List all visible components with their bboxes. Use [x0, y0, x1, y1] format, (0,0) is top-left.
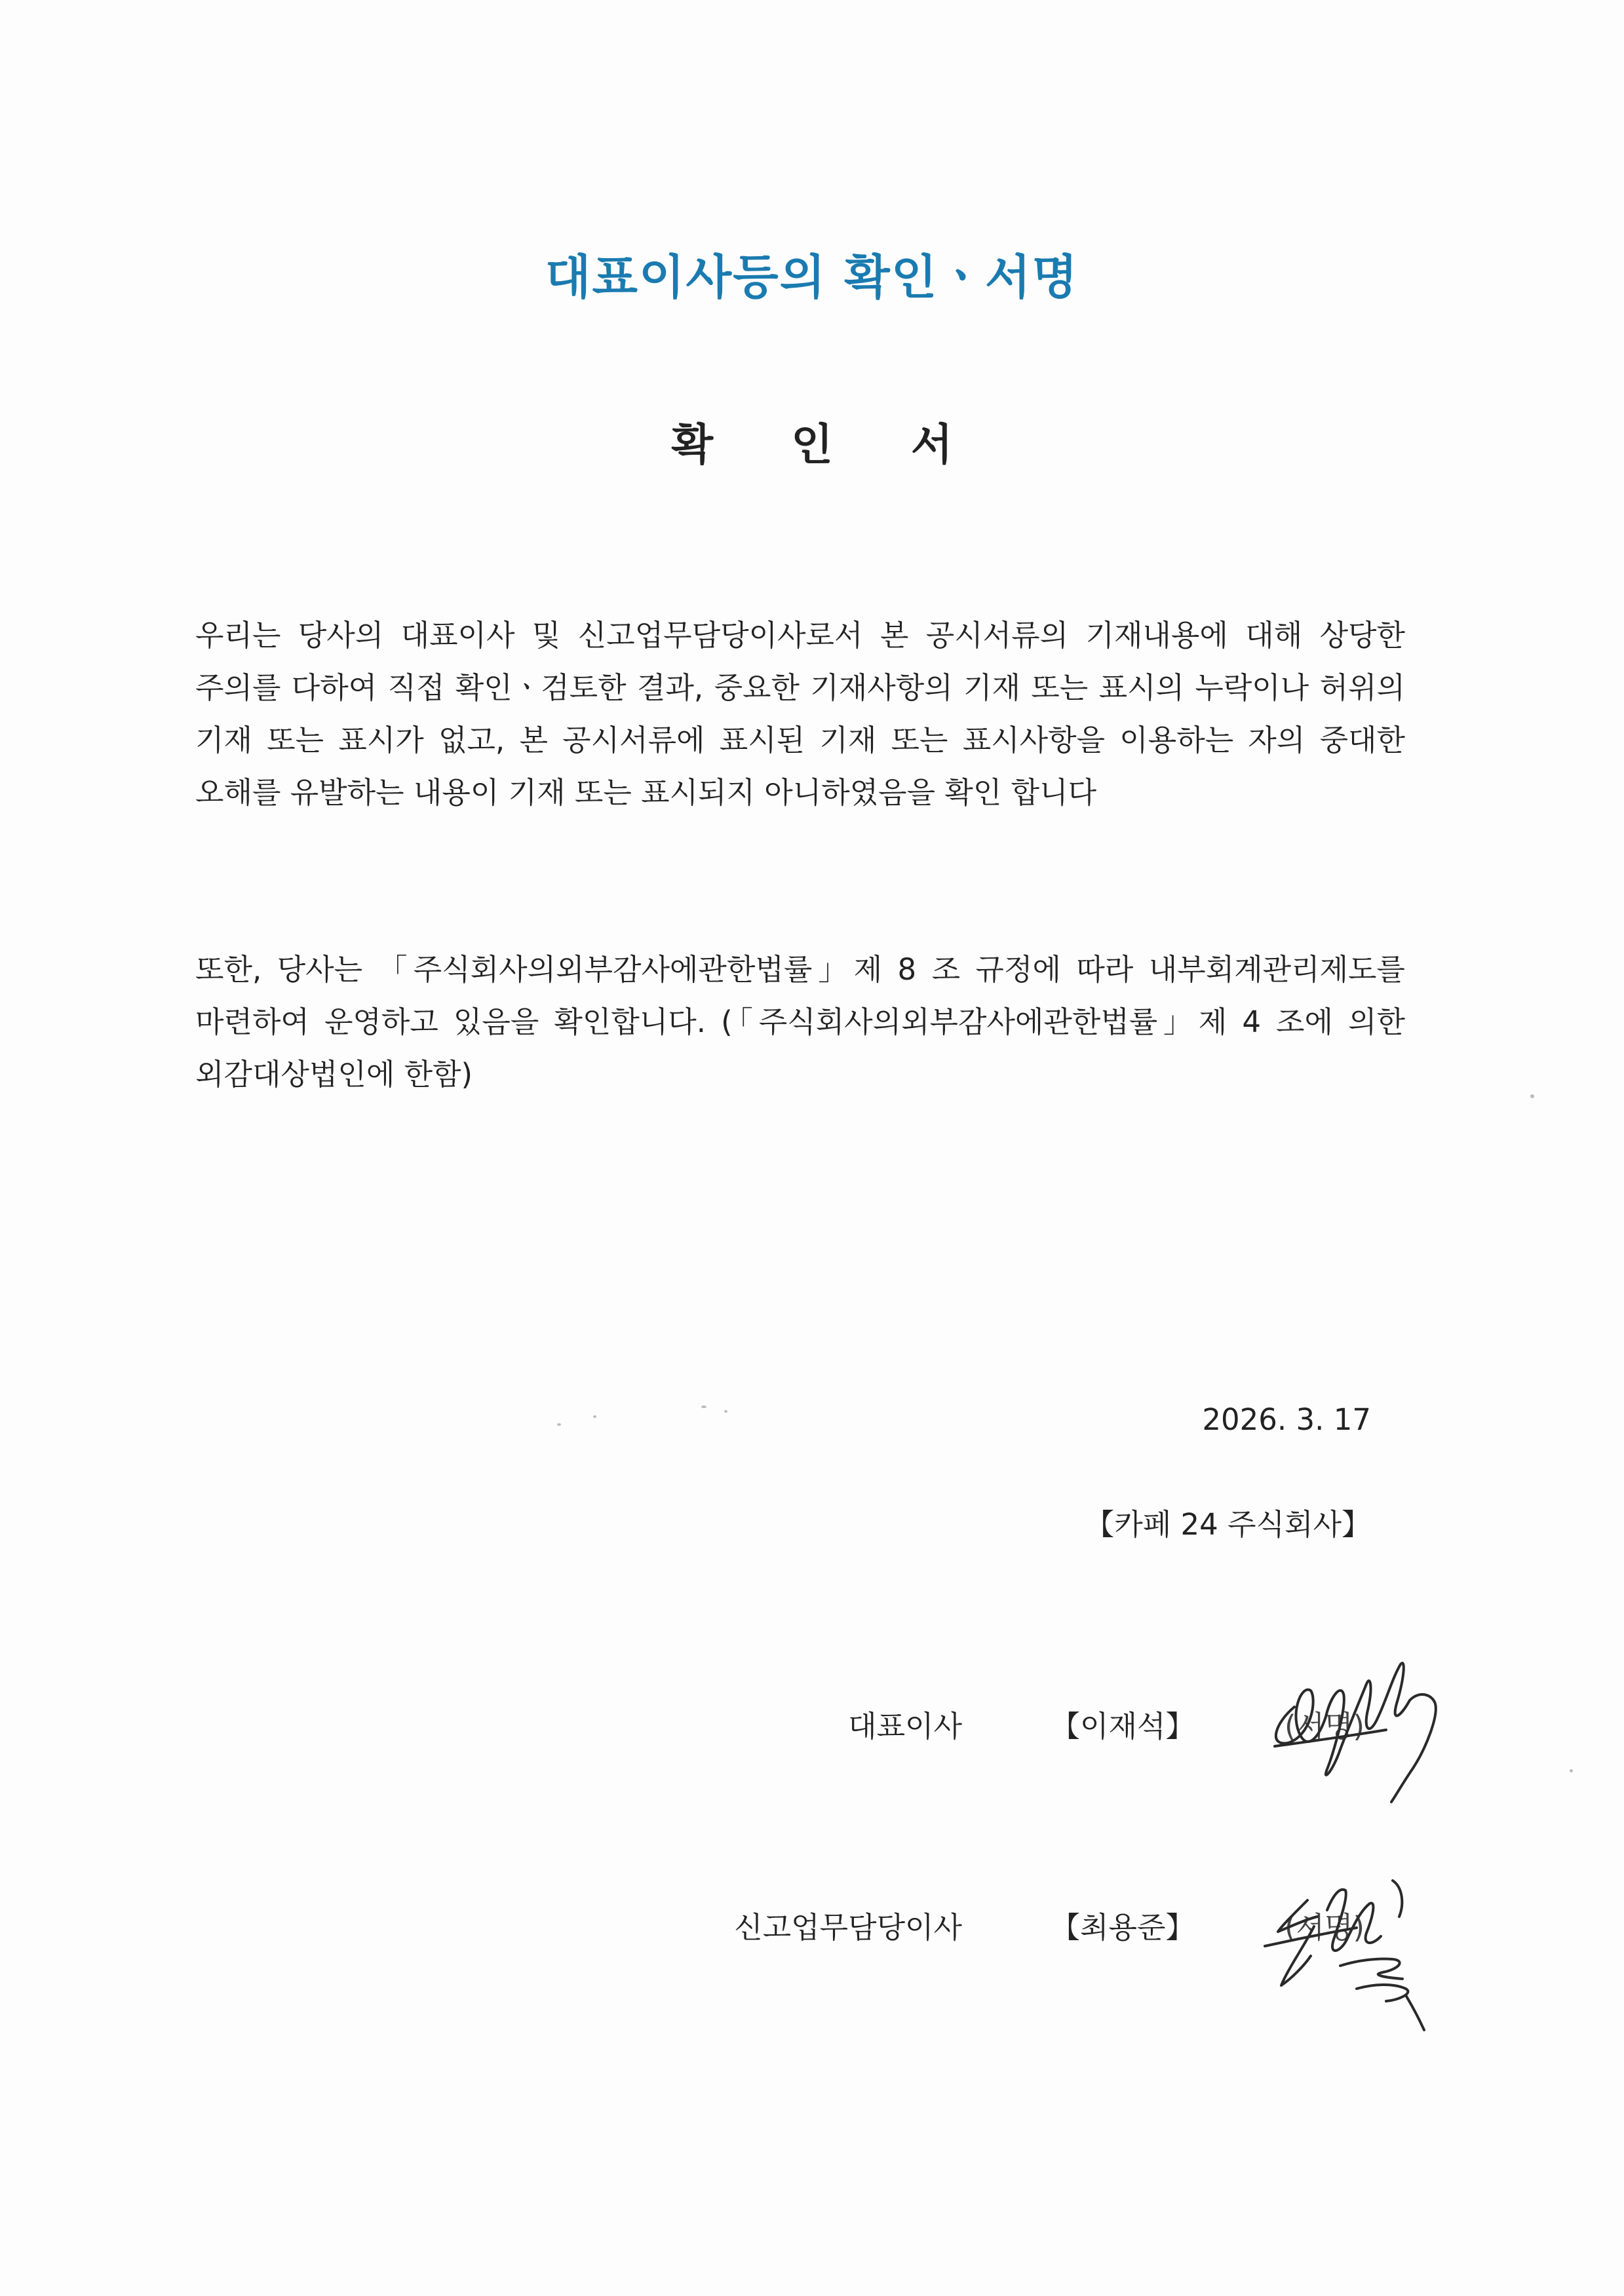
- signatory-name: 【최용준】: [1051, 1910, 1195, 1945]
- scan-speck: [593, 1415, 596, 1418]
- signatory-role: 신고업무담당이사: [734, 1910, 962, 1945]
- sub-title: 확 인 서: [671, 419, 984, 470]
- scan-speck: [1530, 1094, 1534, 1098]
- scan-speck: [1570, 1769, 1573, 1772]
- document-date: 2026. 3. 17: [1202, 1402, 1371, 1437]
- signatory-row-ceo: [0, 1702, 1624, 1755]
- company-name: 【카페 24 주식회사】: [1085, 1507, 1371, 1542]
- signatory-name: 【이재석】: [1051, 1709, 1195, 1744]
- internal-control-paragraph: 또한, 당사는 「주식회사의외부감사에관한법률」제 8 조 규정에 따라 내부회계관리제도를 마련하여 운영하고 있음을 확인합니다. (「주식회사의외부감사에관한법률」제 4 조에 의한 외감대상법인에 한함): [195, 952, 1405, 1092]
- signature-label: (서명): [1285, 1709, 1365, 1744]
- scan-speck: [701, 1406, 706, 1408]
- main-title: 대표이사등의 확인ㆍ서명: [545, 250, 1079, 305]
- confirmation-paragraph: 우리는 당사의 대표이사 및 신고업무담당이사로서 본 공시서류의 기재내용에 대해 상당한 주의를 다하여 직접 확인ㆍ검토한 결과, 중요한 기재사항의 기재 또는 표시의 누락이나 허위의 기재 또는 표시가 없고, 본 공시서류에 표시된 기재 또는 표시사항을 이용하는 자의 중대한 오해를 유발하는 내용이 기재 또는 표시되지 아니하였음을 확인 합니다: [195, 618, 1405, 810]
- signature-label: (서명): [1285, 1910, 1365, 1945]
- signatory-role: 대표이사: [848, 1709, 962, 1744]
- scan-speck: [557, 1423, 561, 1426]
- signatory-row-disclosure-officer: [0, 1904, 1624, 1956]
- scan-speck: [724, 1410, 727, 1413]
